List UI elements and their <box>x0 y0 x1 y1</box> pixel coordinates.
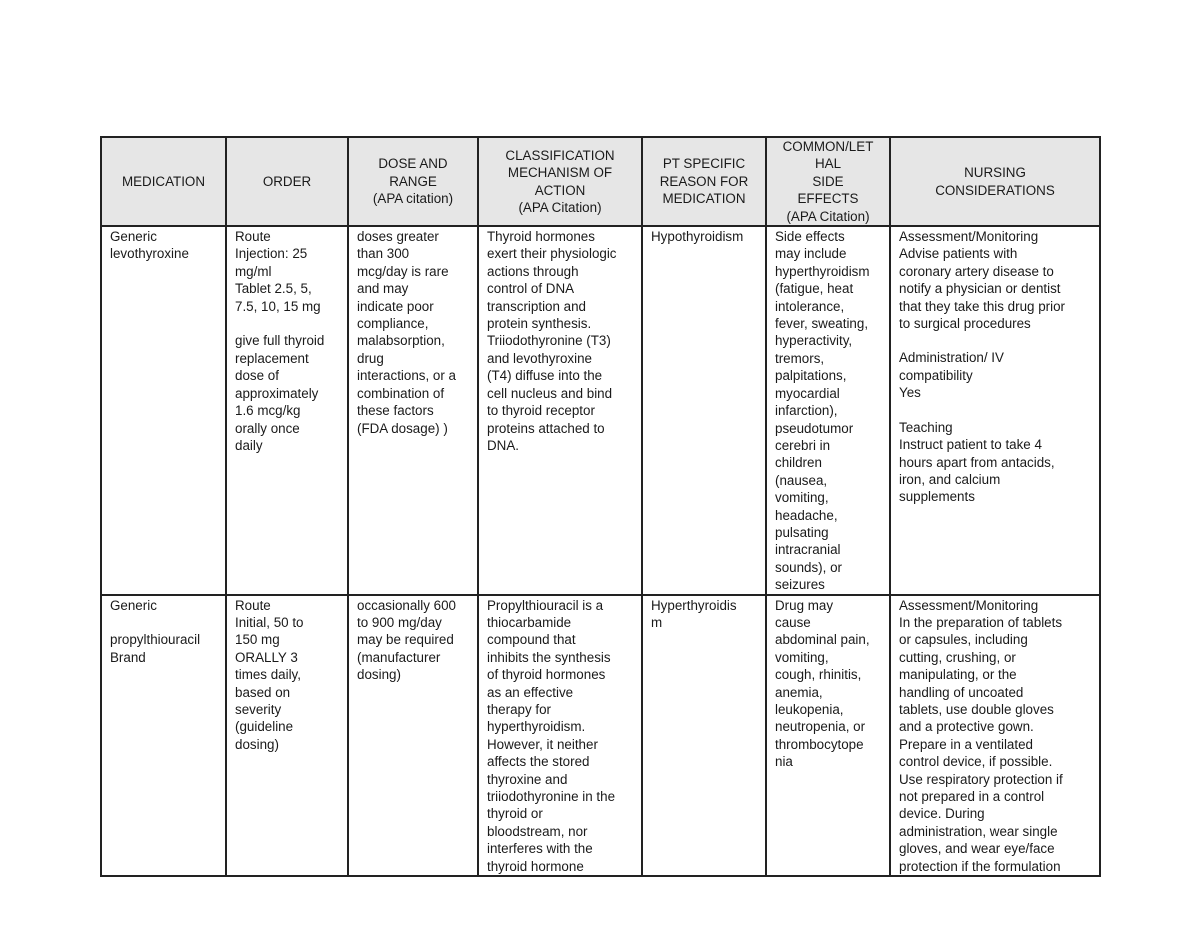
assessment-title: Assessment/Monitoring <box>899 229 1039 245</box>
side-effects-cell: Side effects may include hyperthyroidism (fatigue, heat intolerance, fever, sweating, hyperactivity, tremors, palpitations, myocardial infarction), pseudotumor cerebri in children (nausea, vomiting, headache, pulsating intracranial sounds), or seizures <box>766 226 890 595</box>
header-nursing: NURSING CONSIDERATIONS <box>890 137 1100 226</box>
header-order: ORDER <box>226 137 348 226</box>
dose-cell: doses greater than 300 mcg/day is rare and may indicate poor compliance, malabsorption, drug interactions, or a combination of these factors (FDA dosage) ) <box>348 226 478 595</box>
order-cell: Route Initial, 50 to 150 mg ORALLY 3 times daily, based on severity (guideline dosing) <box>226 595 348 877</box>
administration-text: Yes <box>899 385 921 401</box>
table-row <box>101 226 1100 595</box>
header-row <box>101 137 1100 226</box>
teaching-text: Instruct patient to take 4 hours apart from antacids, iron, and calcium supplements <box>899 437 1055 505</box>
reason-cell: Hypothyroidism <box>642 226 766 595</box>
assessment-text: Advise patients with coronary artery disease to notify a physician or dentist that they take this drug prior to surgical procedures <box>899 246 1065 332</box>
classification-cell: Propylthiouracil is a thiocarbamide compound that inhibits the synthesis of thyroid hormones as an effective therapy for hyperthyroidism. However, it neither affects the stored thyroxine and triiodothyronine in the thyroid or bloodstream, nor interferes with the thyroid hormone <box>478 595 642 877</box>
header-classification: CLASSIFICATION MECHANISM OF ACTION (APA Citation) <box>478 137 642 226</box>
medication-cell: Generic levothyroxine <box>101 226 226 595</box>
reason-cell: Hyperthyroidis m <box>642 595 766 877</box>
table-row <box>101 595 1100 877</box>
header-side-effects: COMMON/LET HAL SIDE EFFECTS (APA Citation) <box>766 137 890 226</box>
header-medication: MEDICATION <box>101 137 226 226</box>
medication-table <box>100 136 1101 877</box>
header-dose-range: DOSE AND RANGE (APA citation) <box>348 137 478 226</box>
administration-title: Administration/ IV compatibility <box>899 350 1004 383</box>
nursing-cell <box>890 226 1100 595</box>
medication-cell: Generic propylthiouracil Brand <box>101 595 226 877</box>
side-effects-cell: Drug may cause abdominal pain, vomiting, cough, rhinitis, anemia, leukopenia, neutropenia, or thrombocytope nia <box>766 595 890 877</box>
dose-cell: occasionally 600 to 900 mg/day may be required (manufacturer dosing) <box>348 595 478 877</box>
order-cell: Route Injection: 25 mg/ml Tablet 2.5, 5, 7.5, 10, 15 mg give full thyroid replacement dose of approximately 1.6 mcg/kg orally once daily <box>226 226 348 595</box>
assessment-text: In the preparation of tablets or capsules, including cutting, crushing, or manipulating, or the handling of uncoated tablets, use double gloves and a protective gown. Prepare in a ventilated control device, if possible. Use respiratory protection if not prepared in a control device. During administration, wear single gloves, and wear eye/face protection if the formulation <box>899 614 1063 874</box>
assessment-title: Assessment/Monitoring <box>899 597 1039 613</box>
teaching-title: Teaching <box>899 419 953 435</box>
header-reason: PT SPECIFIC REASON FOR MEDICATION <box>642 137 766 226</box>
nursing-cell <box>890 595 1100 877</box>
classification-cell: Thyroid hormones exert their physiologic actions through control of DNA transcription and protein synthesis. Triiodothyronine (T3) and levothyroxine (T4) diffuse into the cell nucleus and bind to thyroid receptor proteins attached to DNA. <box>478 226 642 595</box>
